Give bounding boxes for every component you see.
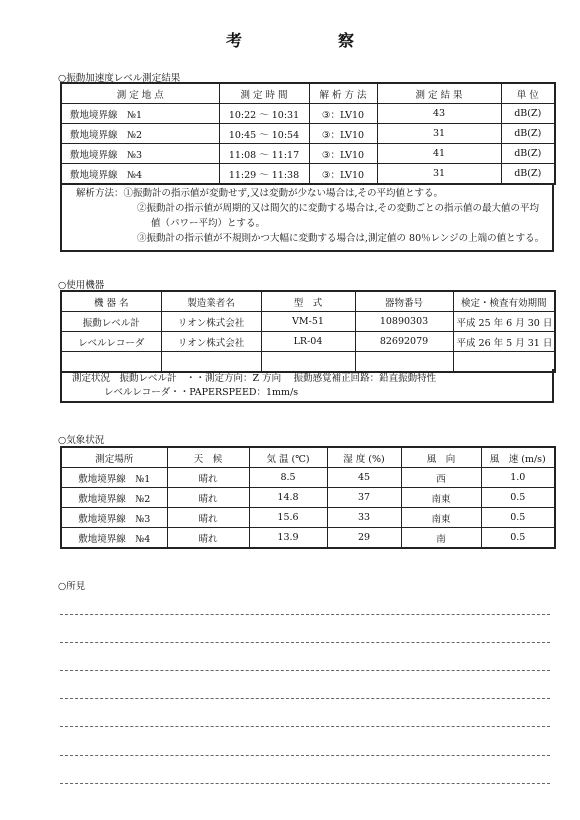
remarks-line xyxy=(60,726,550,727)
humidity-cell: 45 xyxy=(327,468,401,488)
note-line: ③振動計の指示値が不規則かつ大幅に変動する場合は,測定値の 80％レンジの上端の値とする。 xyxy=(137,233,545,244)
weather-cell: 晴れ xyxy=(167,468,249,488)
col-header: 単 位 xyxy=(501,83,555,104)
location-cell: 敷地境界線 №4 xyxy=(61,528,167,549)
unit-cell: dB(Z) xyxy=(501,144,555,164)
serial-cell: 10890303 xyxy=(355,312,453,332)
validity-cell: 平成 26 年 5 月 31 日 xyxy=(453,332,555,352)
temperature-cell: 13.9 xyxy=(249,528,327,549)
humidity-cell: 37 xyxy=(327,488,401,508)
location-cell: 敷地境界線 №4 xyxy=(61,164,219,185)
result-cell: 41 xyxy=(377,144,501,164)
table-row xyxy=(61,312,555,332)
weather-cell: 晴れ xyxy=(167,508,249,528)
model-cell: VM-51 xyxy=(261,312,355,332)
table-row xyxy=(61,164,555,185)
temperature-cell: 8.5 xyxy=(249,468,327,488)
vibration-table xyxy=(60,82,556,185)
weather-table xyxy=(60,446,556,549)
remarks-line xyxy=(60,783,550,784)
table-row xyxy=(61,104,555,124)
remarks-line xyxy=(60,614,550,615)
col-header: 風 速 (m/s) xyxy=(481,447,555,468)
wind-speed-cell: 0.5 xyxy=(481,488,555,508)
equipment-table xyxy=(60,290,556,373)
col-header: 機 器 名 xyxy=(61,291,161,312)
table-row xyxy=(61,124,555,144)
time-cell: 11:08 ～ 11:17 xyxy=(219,144,309,164)
analysis-method-notes xyxy=(60,183,554,252)
wind-direction-cell: 南東 xyxy=(401,488,481,508)
note-line: ②振動計の指示値が周期的又は間欠的に変動する場合は,その変動ごとの指示値の最大値の平均 xyxy=(137,203,540,214)
result-cell: 43 xyxy=(377,104,501,124)
col-header: 解 析 方 法 xyxy=(309,83,377,104)
maker-cell: リオン株式会社 xyxy=(161,312,261,332)
remarks-line xyxy=(60,642,550,643)
wind-direction-cell: 南 xyxy=(401,528,481,549)
serial-cell: 82692079 xyxy=(355,332,453,352)
wind-speed-cell: 0.5 xyxy=(481,528,555,549)
method-cell: ③：LV10 xyxy=(309,124,377,144)
equipment-heading: ○使用機器 xyxy=(58,280,105,291)
col-header: 天 候 xyxy=(167,447,249,468)
remarks-line xyxy=(60,755,550,756)
temperature-cell: 15.6 xyxy=(249,508,327,528)
method-cell: ③：LV10 xyxy=(309,144,377,164)
remarks-line xyxy=(60,698,550,699)
remarks-line xyxy=(60,670,550,671)
measurement-status xyxy=(60,369,554,403)
time-cell: 10:45 ～ 10:54 xyxy=(219,124,309,144)
location-cell: 敷地境界線 №3 xyxy=(61,508,167,528)
table-row xyxy=(61,144,555,164)
table-row xyxy=(61,508,555,528)
weather-cell: 晴れ xyxy=(167,488,249,508)
status-line: レベルレコーダ・・PAPERSPEED：1mm/s xyxy=(104,387,299,398)
remarks-heading: ○所見 xyxy=(58,581,86,592)
location-cell: 敷地境界線 №2 xyxy=(61,124,219,144)
wind-direction-cell: 南東 xyxy=(401,508,481,528)
col-header: 器物番号 xyxy=(355,291,453,312)
weather-cell: 晴れ xyxy=(167,528,249,549)
status-line: 測定状況 振動レベル計 ・・測定方向：Z 方向 振動感覚補正回路：鉛直振動特性 xyxy=(72,373,437,384)
col-header: 測 定 時 間 xyxy=(219,83,309,104)
location-cell: 敷地境界線 №3 xyxy=(61,144,219,164)
device-name-cell: 振動レベル計 xyxy=(61,312,161,332)
validity-cell: 平成 25 年 6 月 30 日 xyxy=(453,312,555,332)
vibration-heading: ○振動加速度レベル測定結果 xyxy=(58,73,181,84)
col-header: 測定場所 xyxy=(61,447,167,468)
humidity-cell: 29 xyxy=(327,528,401,549)
wind-speed-cell: 1.0 xyxy=(481,468,555,488)
col-header: 製造業者名 xyxy=(161,291,261,312)
col-header: 型 式 xyxy=(261,291,355,312)
temperature-cell: 14.8 xyxy=(249,488,327,508)
vibration-header-row xyxy=(61,83,555,104)
col-header: 湿 度 (%) xyxy=(327,447,401,468)
col-header: 風 向 xyxy=(401,447,481,468)
weather-header-row xyxy=(61,447,555,468)
method-cell: ③：LV10 xyxy=(309,164,377,185)
col-header: 測 定 結 果 xyxy=(377,83,501,104)
table-row xyxy=(61,468,555,488)
time-cell: 10:22 ～ 10:31 xyxy=(219,104,309,124)
note-line: 値（パワー平均）とする。 xyxy=(151,218,266,229)
table-row xyxy=(61,528,555,549)
unit-cell: dB(Z) xyxy=(501,124,555,144)
equipment-header-row xyxy=(61,291,555,312)
table-row xyxy=(61,488,555,508)
note-line: 解析方法：①振動計の指示値が変動せず,又は変動が少ない場合は,その平均値とする。 xyxy=(76,188,444,199)
table-row xyxy=(61,332,555,352)
page-title: 考 察 xyxy=(225,31,394,50)
result-cell: 31 xyxy=(377,164,501,185)
model-cell: LR-04 xyxy=(261,332,355,352)
col-header: 検定・検査有効期間 xyxy=(453,291,555,312)
location-cell: 敷地境界線 №1 xyxy=(61,104,219,124)
time-cell: 11:29 ～ 11:38 xyxy=(219,164,309,185)
humidity-cell: 33 xyxy=(327,508,401,528)
device-name-cell: レベルレコーダ xyxy=(61,332,161,352)
location-cell: 敷地境界線 №1 xyxy=(61,468,167,488)
wind-direction-cell: 西 xyxy=(401,468,481,488)
location-cell: 敷地境界線 №2 xyxy=(61,488,167,508)
wind-speed-cell: 0.5 xyxy=(481,508,555,528)
result-cell: 31 xyxy=(377,124,501,144)
unit-cell: dB(Z) xyxy=(501,164,555,185)
unit-cell: dB(Z) xyxy=(501,104,555,124)
maker-cell: リオン株式会社 xyxy=(161,332,261,352)
method-cell: ③：LV10 xyxy=(309,104,377,124)
col-header: 気 温 (℃) xyxy=(249,447,327,468)
col-header: 測 定 地 点 xyxy=(61,83,219,104)
weather-heading: ○気象状況 xyxy=(58,435,105,446)
